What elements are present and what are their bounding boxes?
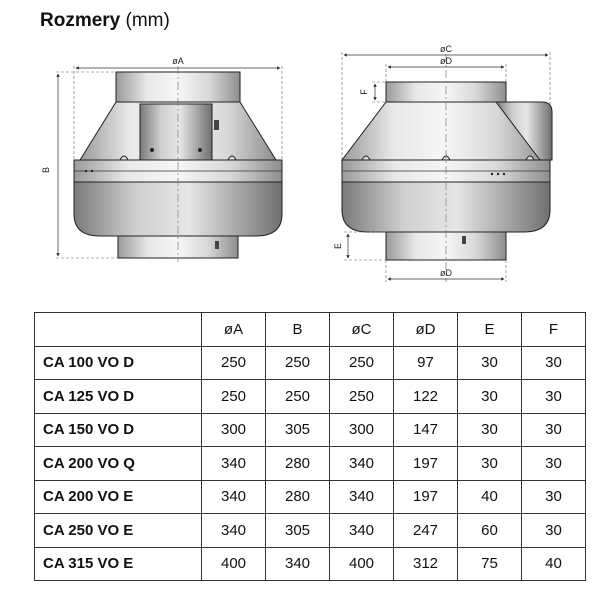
cell-a: 340 bbox=[202, 447, 266, 481]
cell-b: 340 bbox=[266, 547, 330, 581]
cell-e: 40 bbox=[458, 480, 522, 514]
cell-b: 305 bbox=[266, 514, 330, 548]
model-name: CA 150 VO D bbox=[35, 413, 202, 447]
table-row bbox=[35, 447, 586, 481]
cell-a: 340 bbox=[202, 480, 266, 514]
cell-d: 147 bbox=[394, 413, 458, 447]
model-name: CA 200 VO E bbox=[35, 480, 202, 514]
cell-e: 30 bbox=[458, 346, 522, 380]
label-left-b: B bbox=[41, 166, 51, 174]
cell-b: 250 bbox=[266, 380, 330, 414]
cell-d: 197 bbox=[394, 480, 458, 514]
table-row bbox=[35, 480, 586, 514]
label-right-d-bottom: øD bbox=[440, 268, 452, 278]
model-name: CA 200 VO Q bbox=[35, 447, 202, 481]
cell-f: 40 bbox=[522, 547, 586, 581]
cell-d: 197 bbox=[394, 447, 458, 481]
header-b: B bbox=[266, 313, 330, 347]
label-right-d-top: øD bbox=[440, 56, 452, 66]
label-right-c: øC bbox=[440, 44, 452, 54]
cell-c: 250 bbox=[330, 380, 394, 414]
cell-e: 30 bbox=[458, 380, 522, 414]
cell-b: 280 bbox=[266, 447, 330, 481]
header-d: øD bbox=[394, 313, 458, 347]
title-bold: Rozmery bbox=[40, 10, 121, 31]
cell-a: 250 bbox=[202, 380, 266, 414]
cell-e: 30 bbox=[458, 413, 522, 447]
cell-f: 30 bbox=[522, 480, 586, 514]
header-model bbox=[35, 313, 202, 347]
table-header-row bbox=[35, 313, 586, 347]
left-junction-box bbox=[140, 104, 212, 162]
model-name: CA 125 VO D bbox=[35, 380, 202, 414]
table-row bbox=[35, 346, 586, 380]
label-right-f: F bbox=[359, 89, 369, 95]
cell-b: 280 bbox=[266, 480, 330, 514]
cell-b: 305 bbox=[266, 413, 330, 447]
cell-f: 30 bbox=[522, 380, 586, 414]
left-fan-view bbox=[56, 66, 282, 262]
cell-d: 97 bbox=[394, 346, 458, 380]
table-row bbox=[35, 380, 586, 414]
cell-b: 250 bbox=[266, 346, 330, 380]
cell-e: 60 bbox=[458, 514, 522, 548]
header-c: øC bbox=[330, 313, 394, 347]
table-row bbox=[35, 514, 586, 548]
cell-a: 340 bbox=[202, 514, 266, 548]
cell-d: 312 bbox=[394, 547, 458, 581]
model-name: CA 315 VO E bbox=[35, 547, 202, 581]
cell-d: 122 bbox=[394, 380, 458, 414]
cell-a: 300 bbox=[202, 413, 266, 447]
cell-c: 400 bbox=[330, 547, 394, 581]
title-unit: (mm) bbox=[125, 10, 170, 31]
header-a: øA bbox=[202, 313, 266, 347]
dimensions-table bbox=[34, 312, 586, 581]
cell-d: 247 bbox=[394, 514, 458, 548]
cell-c: 300 bbox=[330, 413, 394, 447]
cell-f: 30 bbox=[522, 346, 586, 380]
cell-c: 250 bbox=[330, 346, 394, 380]
label-right-e: E bbox=[333, 242, 343, 250]
model-name: CA 250 VO E bbox=[35, 514, 202, 548]
cell-e: 75 bbox=[458, 547, 522, 581]
table-row bbox=[35, 413, 586, 447]
cell-f: 30 bbox=[522, 413, 586, 447]
cell-a: 250 bbox=[202, 346, 266, 380]
cell-f: 30 bbox=[522, 447, 586, 481]
model-name: CA 100 VO D bbox=[35, 346, 202, 380]
cell-f: 30 bbox=[522, 514, 586, 548]
cell-e: 30 bbox=[458, 447, 522, 481]
cell-c: 340 bbox=[330, 447, 394, 481]
label-left-a: øA bbox=[172, 56, 184, 66]
cell-c: 340 bbox=[330, 480, 394, 514]
table-row bbox=[35, 547, 586, 581]
header-e: E bbox=[458, 313, 522, 347]
cell-c: 340 bbox=[330, 514, 394, 548]
right-fan-view bbox=[342, 52, 552, 282]
cell-a: 400 bbox=[202, 547, 266, 581]
header-f: F bbox=[522, 313, 586, 347]
